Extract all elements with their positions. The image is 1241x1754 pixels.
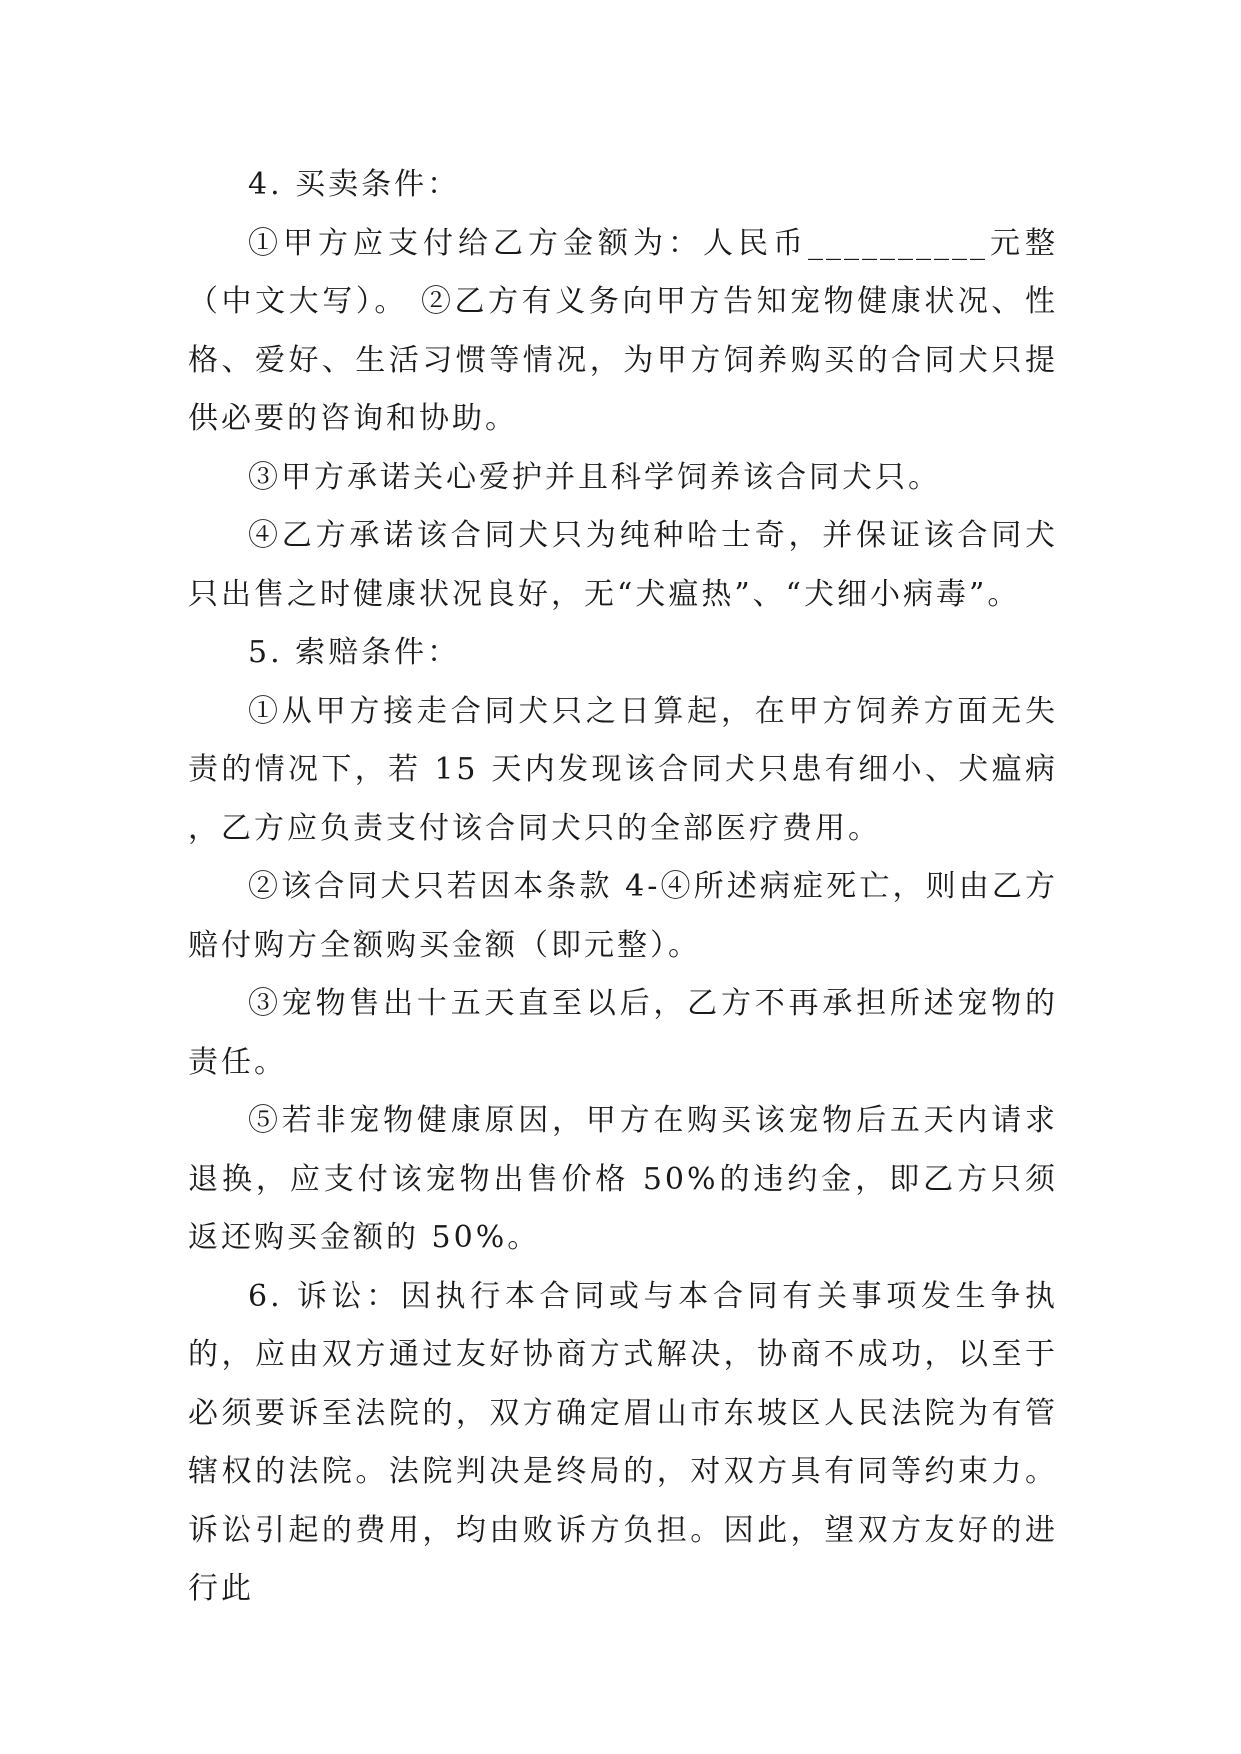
clause-4-item-3: ③甲方承诺关心爱护并且科学饲养该合同犬只。 <box>248 459 941 495</box>
clause-4-heading: 4. 买卖条件： <box>248 167 461 202</box>
clause-6-litigation: 6. 诉讼：因执行本合同或与本合同有关事项发生争执的，应由双方通过友好协商方式解决，协商不成功，以至于必须要诉至法院的，双方确定眉山市东坡区人民法院为有管辖权的法院。法院判决是终局的，对双方具有同等约束力。诉讼引起的费用，均由败诉方负担。因此，望双方友好的进行此 <box>188 1278 1058 1606</box>
clause-5-item-2: ②该合同犬只若因本条款 4-④所述病症死亡，则由乙方赔付购方全额购买金额（即元整）。 <box>188 869 1058 963</box>
clause-5-item-1: ①从甲方接走合同犬只之日算起，在甲方饲养方面无失责的情况下，若 15 天内发现该合同犬只患有细小、犬瘟病 ，乙方应负责支付该合同犬只的全部医疗费用。 <box>188 693 1058 846</box>
document-body <box>188 156 1058 1619</box>
clause-5-item-5: ⑤若非宠物健康原因，甲方在购买该宠物后五天内请求退换，应支付该宠物出售价格 50%的违约金，即乙方只须返还购买金额的 50%。 <box>188 1103 1058 1255</box>
clause-4-item-1-2: ①甲方应支付给乙方金额为：人民币__________元整（中文大写）。 ②乙方有义务向甲方告知宠物健康状况、性格、爱好、生活习惯等情况，为甲方饲养购买的合同犬只提供必要的咨询和协助。 <box>188 225 1058 436</box>
clause-5-item-3: ③宠物售出十五天直至以后，乙方不再承担所述宠物的责任。 <box>188 986 1058 1080</box>
clause-4-item-4: ④乙方承诺该合同犬只为纯种哈士奇，并保证该合同犬只出售之时健康状况良好，无“犬瘟热”、“犬细小病毒”。 <box>188 518 1058 612</box>
clause-5-heading: 5. 索赔条件： <box>248 635 461 670</box>
